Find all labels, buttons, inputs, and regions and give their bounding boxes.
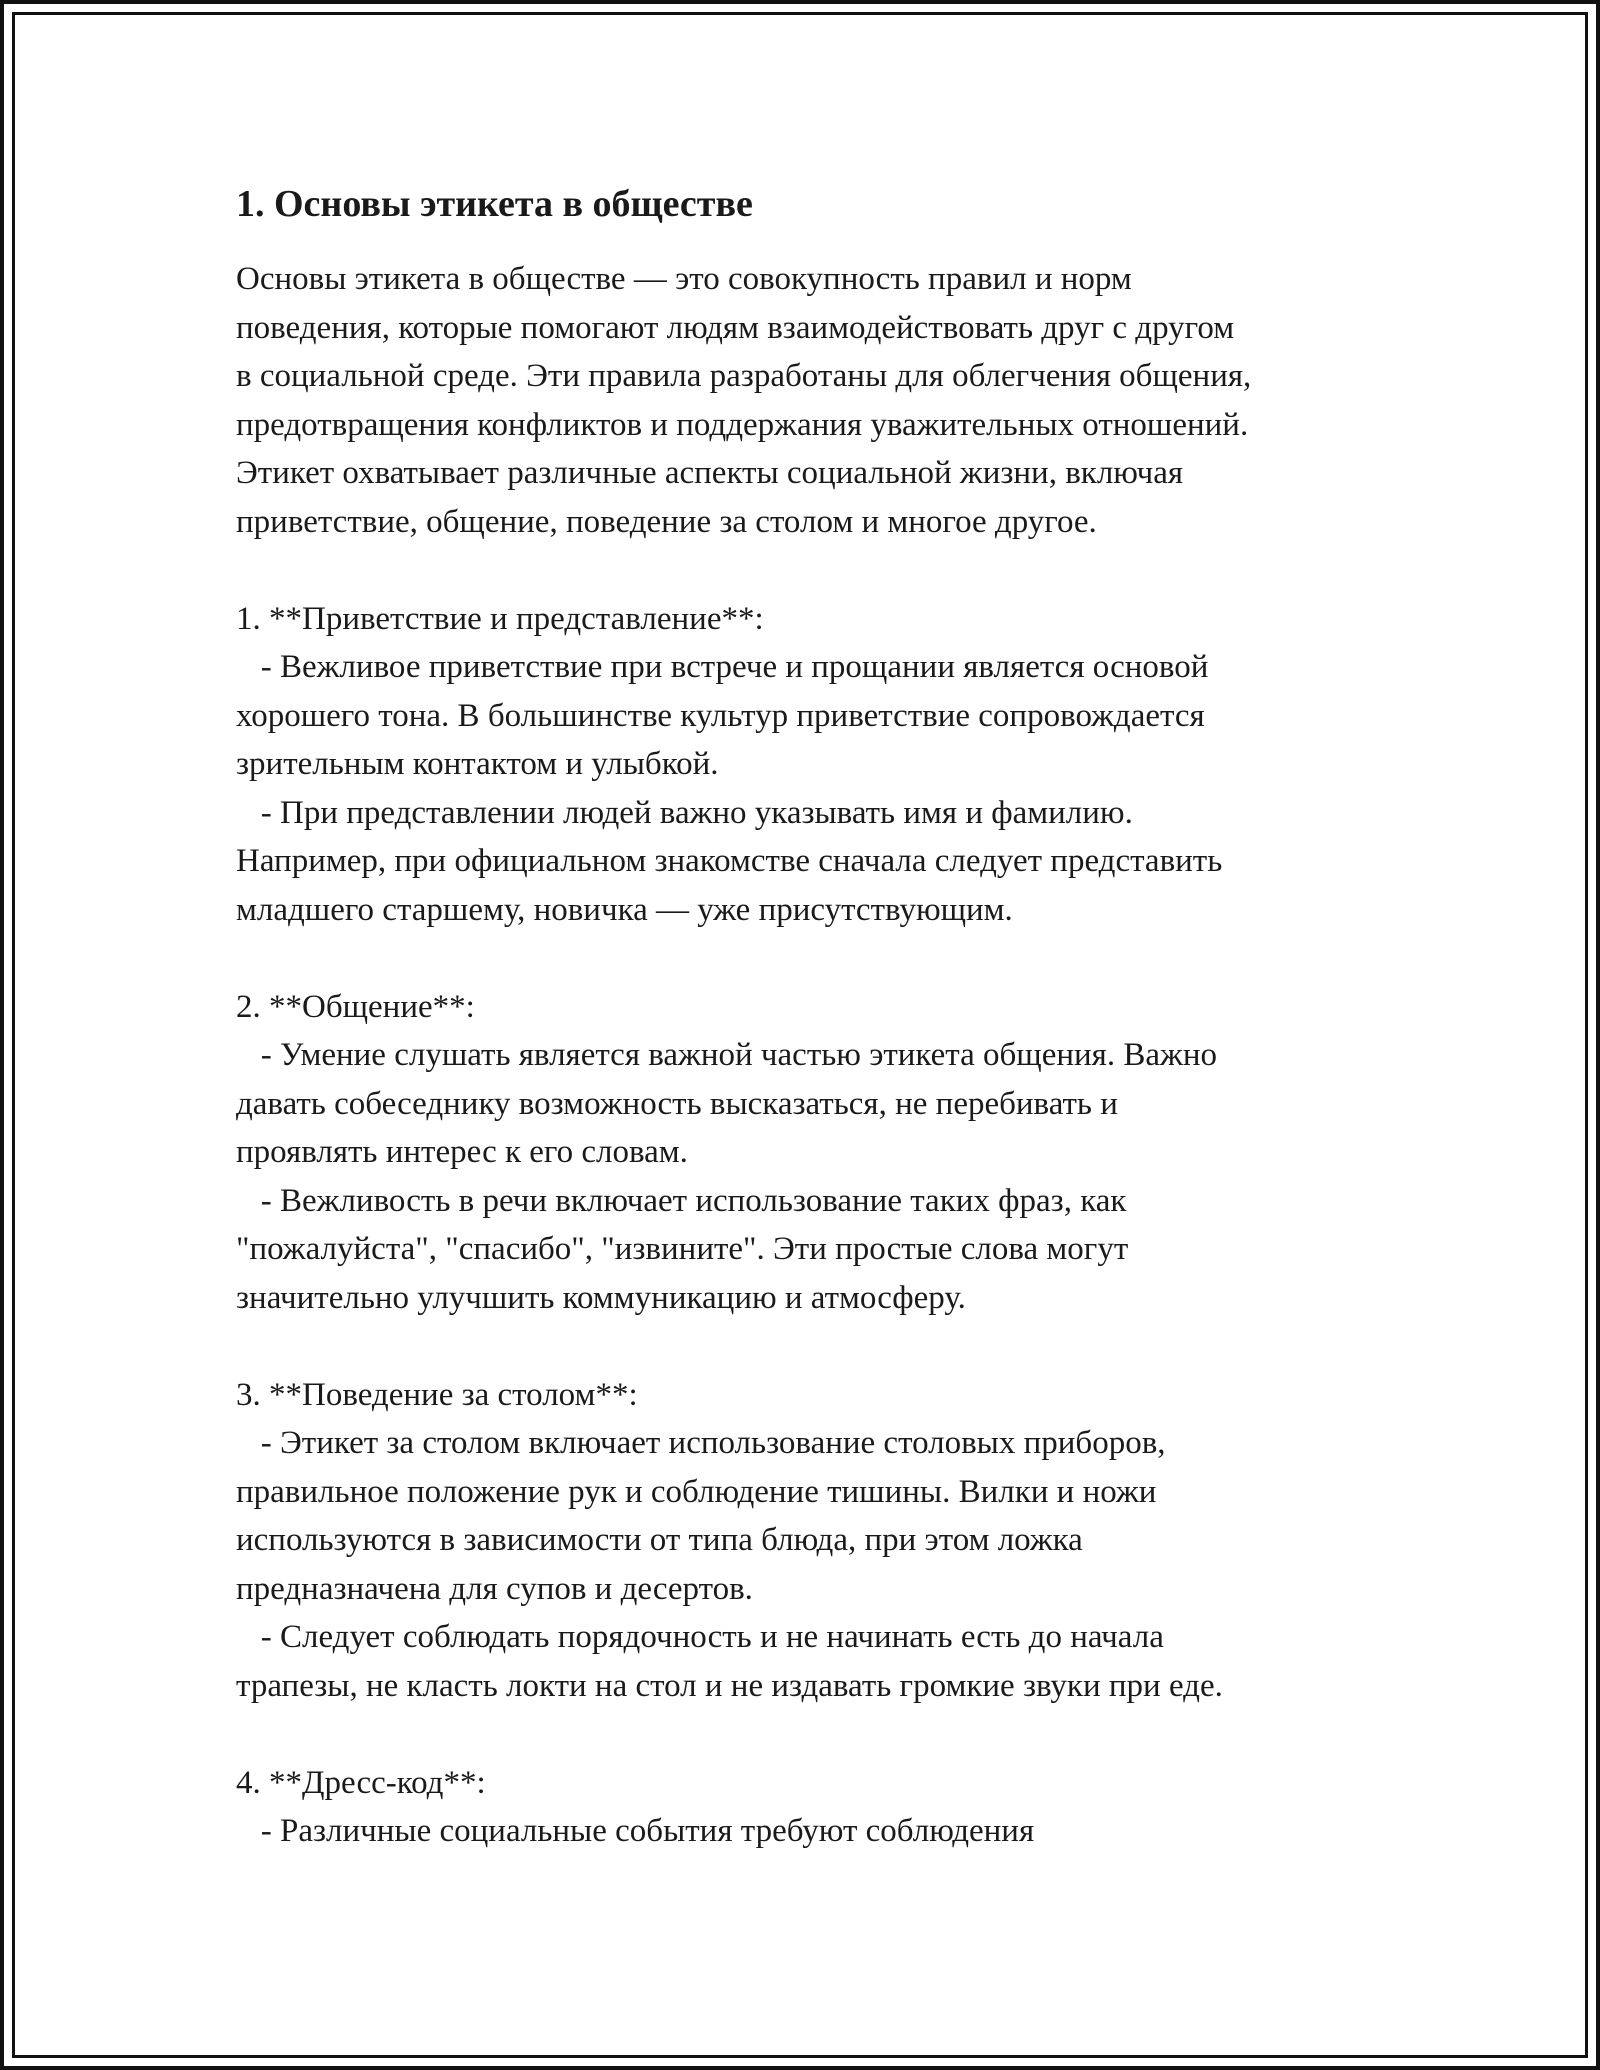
document-heading: 1. Основы этикета в обществе xyxy=(236,183,753,225)
intro-paragraph: Основы этикета в обществе — это совокупность правил и норм поведения, которые помогают людям взаимодействовать друг с другом в социальной среде. Эти правила разработаны для облегчения общения, предотвращения конфликтов и поддержания уважительных отношений. Этикет охватывает различные аспекты социальной жизни, включая приветствие, общение, поведение за столом и многое другое. xyxy=(236,261,1252,540)
section-title: 3. **Поведение за столом**: xyxy=(236,1376,638,1413)
section-body: - Вежливое приветствие при встрече и прощании является основой хорошего тона. В большинстве культур приветствие сопровождается зрительным контактом и улыбкой. - При представлении людей важно указывать имя и фамилию. Например, при официальном знакомстве сначала следует представить младшего старшему, новичка — уже присутствующим. xyxy=(236,649,1223,928)
section-table-manners xyxy=(236,1371,1386,1711)
section-title: 4. **Дресс-код**: xyxy=(236,1764,486,1801)
section-title: 1. **Приветствие и представление**: xyxy=(236,600,764,637)
section-title: 2. **Общение**: xyxy=(236,988,475,1025)
section-body: - Умение слушать является важной частью этикета общения. Важно давать собеседнику возможность высказаться, не перебивать и проявлять интерес к его словам. - Вежливость в речи включает использование таких фраз, как "пожалуйста", "спасибо", "извините". Эти простые слова могут значительно улучшить коммуникацию и атмосферу. xyxy=(236,1037,1217,1316)
section-body: - Этикет за столом включает использование столовых приборов, правильное положение рук и соблюдение тишины. Вилки и ножи используются в зависимости от типа блюда, при этом ложка предназначена для супов и десертов. - Следует соблюдать порядочность и не начинать есть до начала трапезы, не класть локти на стол и не издавать громкие звуки при еде. xyxy=(236,1425,1223,1704)
document-page xyxy=(236,180,1386,1856)
section-body: - Различные социальные события требуют соблюдения xyxy=(236,1813,1035,1850)
section-communication xyxy=(236,983,1386,1323)
section-dress-code xyxy=(236,1759,1386,1856)
section-greeting xyxy=(236,595,1386,935)
